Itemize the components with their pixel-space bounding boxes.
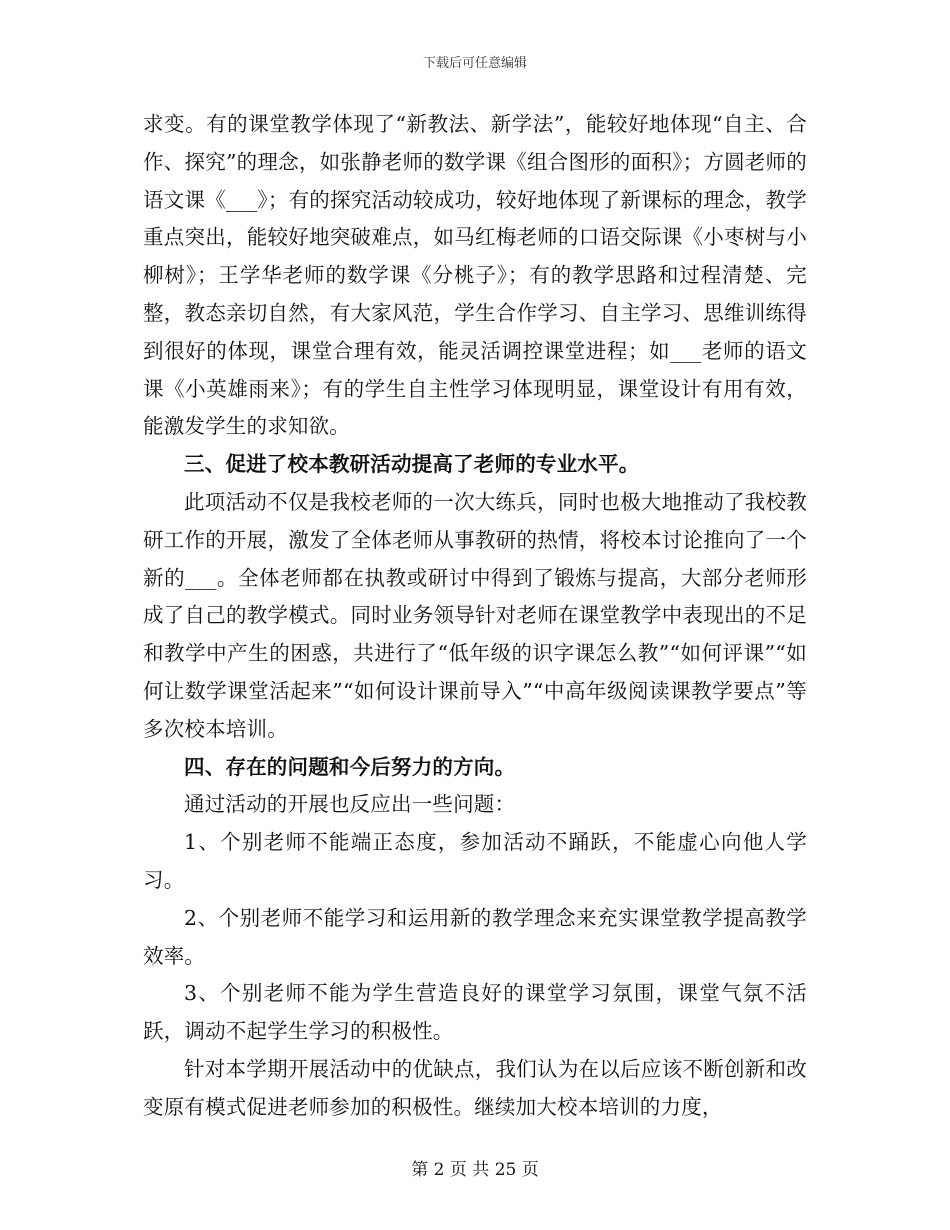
list-item-3: 3、个别老师不能为学生营造良好的课堂学习氛围，课堂气氛不活跃，调动不起学生学习的积极性。 <box>143 981 807 1044</box>
body-paragraph: 通过活动的开展也反应出一些问题： <box>184 792 516 817</box>
section-heading-3: 三、促进了校本教研活动提高了老师的专业水平。 <box>184 452 640 477</box>
body-paragraph-continuation: 求变。有的课堂教学体现了“新教法、新学法”，能较好地体现“自主、合作、探究”的理念，如张静老师的数学课《组合图形的面积》；方圆老师的语文课《___》；有的探究活动较成功，较好地体现了新课标的理念，教学重点突出，能较好地突破难点，如马红梅老师的口语交际课《小枣树与小柳树》；王学华老师的数学课《分桃子》；有的教学思路和过程清楚、完整，教态亲切自然，有大家风范，学生合作学习、自主学习、思维训练得到很好的体现，课堂合理有效，能灵活调控课堂进程；如___老师的语文课《小英雄雨来》；有的学生自主性学习体现明显，课堂设计有用有效，能激发学生的求知欲。 <box>143 112 807 439</box>
page-number-footer: 第 2 页 共 25 页 <box>411 1160 539 1180</box>
list-item-2: 2、个别老师不能学习和运用新的教学理念来充实课堂教学提高教学效率。 <box>143 905 807 968</box>
document-body <box>143 106 807 1127</box>
list-item-1: 1、个别老师不能端正态度，参加活动不踊跃，不能虚心向他人学习。 <box>143 830 807 892</box>
body-paragraph: 此项活动不仅是我校老师的一次大练兵，同时也极大地推动了我校教研工作的开展，激发了全体老师从事教研的热情，将校本讨论推向了一个新的___。全体老师都在执教或研讨中得到了锻炼与提高，大部分老师形成了自己的教学模式。同时业务领导针对老师在课堂教学中表现出的不足和教学中产生的困惑，共进行了“低年级的识字课怎么教”“如何评课”“如何让数学课堂活起来”“如何设计课前导入”“中高年级阅读课教学要点”等多次校本培训。 <box>143 489 807 741</box>
page-header: 下载后可任意编辑 <box>422 56 527 71</box>
section-heading-4: 四、存在的问题和今后努力的方向。 <box>184 754 516 779</box>
body-paragraph: 针对本学期开展活动中的优缺点，我们认为在以后应该不断创新和改变原有模式促进老师参加的积极性。继续加大校本培训的力度， <box>143 1056 807 1119</box>
